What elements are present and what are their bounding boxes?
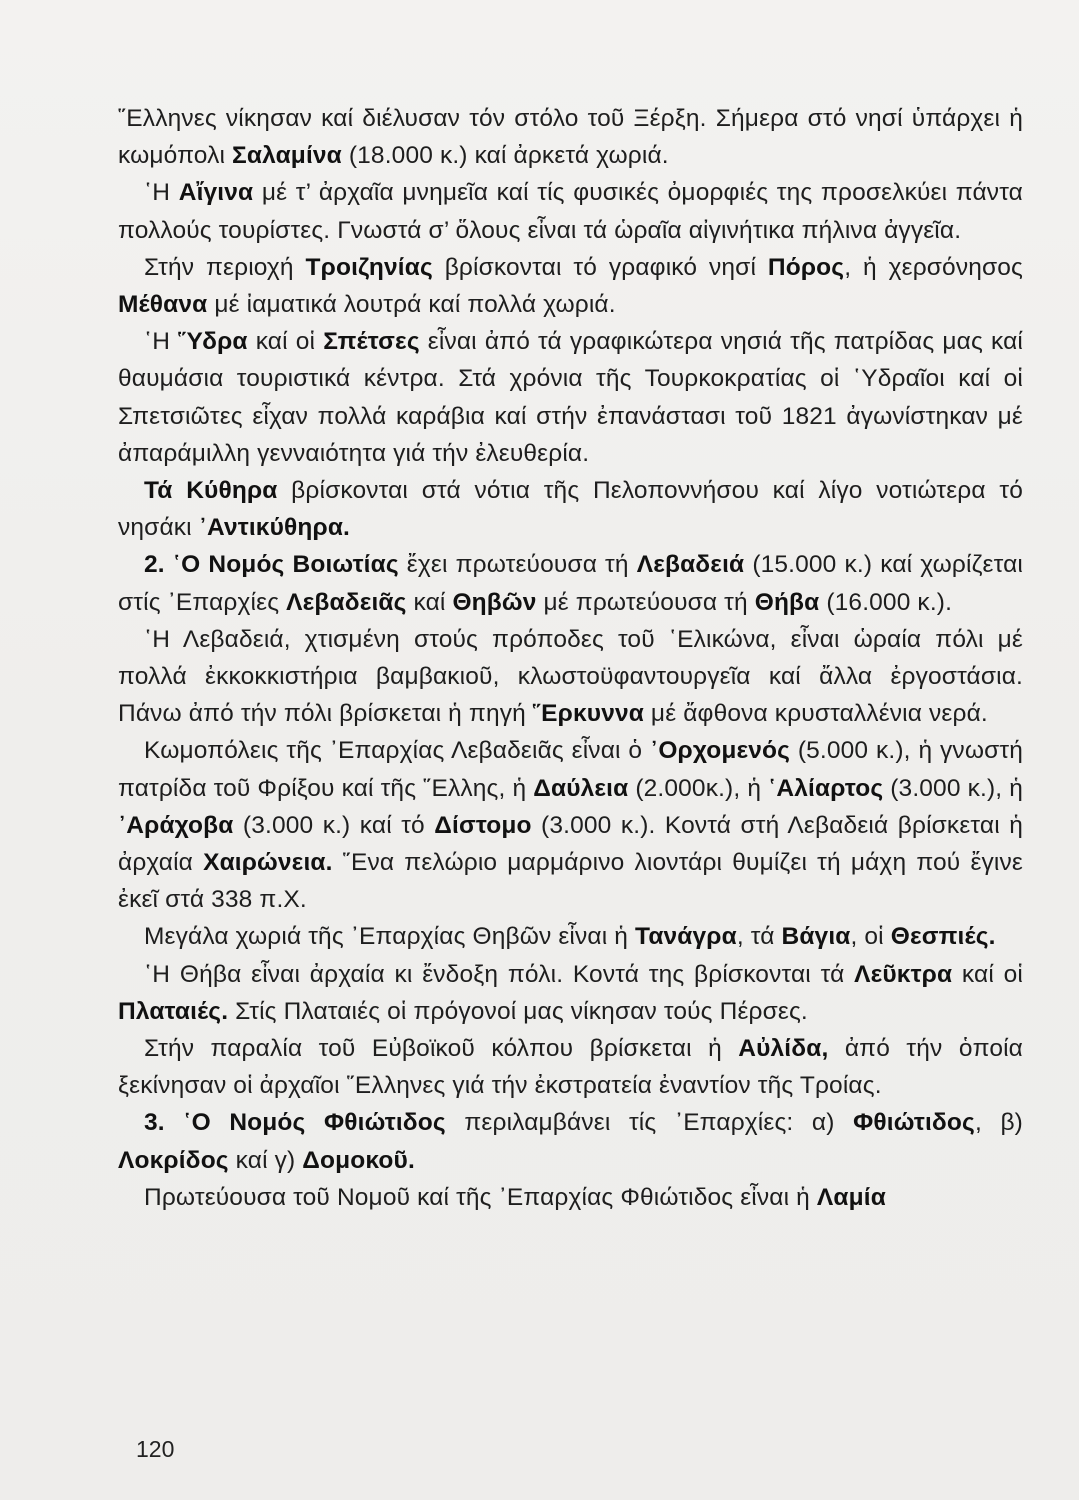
bold-term: Φθιώτιδος [853, 1109, 975, 1137]
text-run: ῞Ενα πελώριο μαρμάρινο λιοντάρι θυμίζει τή μάχη πού ἔγινε ἐκεῖ στά 338 π.Χ. [118, 849, 1023, 914]
text-run: περιλαμβάνει τίς ᾿Επαρχίες: α) [445, 1109, 854, 1137]
page-number: 120 [136, 1436, 175, 1462]
text-run: εἶναι ἀπό τά γραφικώτερα νησιά τῆς πατρίδας μας καί θαυμάσια τουριστικά κέντρα. Στά χρόνια τῆς Τουρκοκρατίας οἱ ῾Υδραῖοι καί οἱ Σπετσιῶτες εἶχαν πολλά καράβια καί στήν ἐπανάστασι τοῦ 1821 ἀγωνίστηκαν μέ ἀπαράμιλλη γενναιότητα γιά τήν ἐλευθερία. [118, 328, 1023, 467]
bold-term: ῞Υδρα [178, 328, 248, 356]
bold-term: ᾿Αντικύθηρα. [198, 514, 350, 542]
bold-term: ῞Ερκυννα [532, 700, 644, 728]
text-run: (3.000 κ.), ἡ [883, 774, 1023, 802]
bold-term: Τά Κύθηρα [144, 477, 278, 505]
text-run: , τά [736, 923, 782, 951]
bold-term: ᾿Αράχοβα [118, 811, 234, 839]
text-run: , β) [974, 1109, 1023, 1137]
text-run: Στίς Πλαταιές οἱ πρόγονοί μας νίκησαν τούς Πέρσες. [228, 997, 808, 1025]
bold-term: Πλαταιές. [118, 997, 229, 1025]
bold-term: Λεβαδειᾶς [286, 588, 407, 616]
text-run: μέ πρωτεύουσα τή [536, 588, 755, 616]
paragraph [118, 323, 1023, 472]
bold-term: ῾Αλίαρτος [768, 774, 884, 802]
bold-term: Βάγια [781, 923, 851, 951]
text-run: ῾Η [144, 328, 179, 356]
bold-term: Αὐλίδα, [738, 1035, 829, 1063]
text-run: μέ ἄφθονα κρυσταλλένια νερά. [643, 700, 988, 728]
text-run: ἔχει πρωτεύουσα τή [398, 551, 637, 579]
text-run: καί οἱ [952, 960, 1023, 988]
paragraph [118, 174, 1023, 248]
bold-term: Δαύλεια [533, 774, 629, 802]
text-run: ῾Η Θήβα εἶναι ἀρχαία κι ἔνδοξη πόλι. Κοντά της βρίσκονται τά [144, 960, 855, 988]
text-run: βρίσκονται στά νότια τῆς Πελοποννήσου καί λίγο νοτιώτερα τό νησάκι [118, 477, 1024, 542]
bold-term: Πόρος [767, 253, 845, 281]
bold-term: Δομοκοῦ. [302, 1146, 415, 1174]
text-run: Στήν περιοχή [144, 253, 306, 281]
bold-term: Θήβα [754, 588, 820, 616]
paragraph [118, 732, 1023, 918]
text-run: (3.000 κ.). Κοντά στή Λεβαδειά βρίσκεται ἡ ἀρχαία [118, 811, 1023, 877]
bold-term: Τροιζηνίας [305, 253, 433, 281]
bold-term: Χαιρώνεια. [203, 849, 333, 877]
bold-term: Λεῦκτρα [854, 960, 953, 988]
text-run: καί οἱ [247, 328, 324, 356]
bold-term: Λεβαδειά [636, 551, 745, 579]
bold-term: Θηβῶν [452, 588, 537, 616]
text-run: , οἱ [850, 923, 891, 951]
text-run: , ἡ χερσόνησος [844, 253, 1024, 281]
paragraph [118, 918, 1023, 955]
paragraph [118, 621, 1023, 733]
text-run: (18.000 κ.) καί ἀρκετά χωριά. [341, 142, 669, 170]
paragraph [118, 1030, 1023, 1104]
bold-term: 2. ῾Ο Νομός Βοιωτίας [144, 551, 399, 579]
paragraph [118, 249, 1023, 323]
bold-term: Δίστομο [434, 811, 532, 839]
paragraph [118, 546, 1023, 620]
bold-term: 3. ῾Ο Νομός Φθιώτιδος [144, 1109, 446, 1137]
paragraph [118, 100, 1023, 174]
text-run: καί γ) [228, 1146, 303, 1174]
bold-term: Αἴγινα [178, 179, 254, 207]
text-run: ῾Η Λεβαδειά, χτισμένη στούς πρόποδες τοῦ ῾Ελικώνα, εἶναι ὡραία πόλι μέ πολλά ἐκκοκκιστήρια βαμβακιοῦ, κλωστοϋφαντουργεῖα καί ἄλλα ἐργοστάσια. Πάνω ἀπό τήν πόλι βρίσκεται ἡ πηγή [118, 625, 1023, 728]
text-run: (15.000 κ.) καί χωρίζεται στίς ᾿Επαρχίες [118, 551, 1024, 616]
bold-term: Σαλαμίνα [232, 142, 342, 170]
paragraph [118, 472, 1023, 546]
paragraph [118, 1104, 1023, 1178]
bold-term: Λαμία [816, 1183, 886, 1211]
text-run: βρίσκονται τό γραφικό νησί [432, 253, 768, 281]
text-run: μέ ἰαματικά λουτρά καί πολλά χωριά. [207, 291, 616, 319]
bold-term: Σπέτσες [323, 328, 420, 356]
text-run: ῞Ελληνες νίκησαν καί διέλυσαν τόν στόλο τοῦ Ξέρξη. Σήμερα στό νησί ὑπάρχει ἡ κωμόπολι [118, 105, 1023, 170]
text-run: (2.000κ.), ἡ [628, 774, 769, 802]
bold-term: Μέθανα [118, 291, 208, 319]
text-run: Πρωτεύουσα τοῦ Νομοῦ καί τῆς ᾿Επαρχίας Φθιώτιδος εἶναι ἡ [144, 1183, 817, 1211]
text-run: καί [406, 588, 453, 616]
text-run: Κωμοπόλεις τῆς ᾿Επαρχίας Λεβαδειᾶς εἶναι ὁ [144, 737, 651, 765]
text-run: μέ τ’ ἀρχαῖα μνημεῖα καί τίς φυσικές ὀμορφιές της προσελκύει πάντα πολλούς τουρίστες. Γνωστά σ’ ὅλους εἶναι τά ὡραῖα αἰγινήτικα πήλινα ἀγγεῖα. [118, 179, 1023, 244]
text-run: (16.000 κ.). [819, 588, 953, 616]
text-run: (3.000 κ.) καί τό [233, 811, 435, 839]
paragraph [118, 1179, 1023, 1216]
bold-term: Θεσπιές. [890, 923, 996, 951]
bold-term: Τανάγρα [635, 923, 737, 951]
paragraph [118, 956, 1023, 1030]
text-run: (5.000 κ.), ἡ γνωστή πατρίδα τοῦ Φρίξου καί τῆς ῞Ελλης, ἡ [118, 737, 1023, 802]
bold-term: ᾿Ορχομενός [650, 737, 791, 765]
text-run: ῾Η [144, 179, 179, 207]
text-run: ἀπό τήν ὁποία ξεκίνησαν οἱ ἀρχαῖοι ῞Ελληνες γιά τήν ἐκστρατεία ἐναντίον τῆς Τροίας. [118, 1035, 1023, 1100]
body-text [118, 100, 1023, 1216]
bold-term: Λοκρίδος [118, 1146, 229, 1174]
text-run: Μεγάλα χωριά τῆς ᾿Επαρχίας Θηβῶν εἶναι ἡ [144, 923, 636, 951]
text-run: Στήν παραλία τοῦ Εὐβοϊκοῦ κόλπου βρίσκεται ἡ [144, 1035, 739, 1063]
